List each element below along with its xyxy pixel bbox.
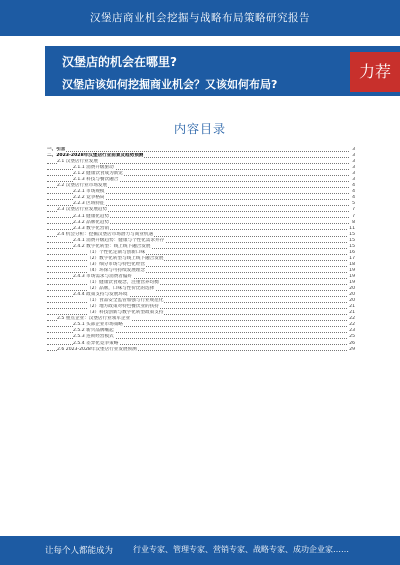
toc-leader-dots	[47, 151, 349, 152]
toc-entry-page: 4	[352, 195, 355, 201]
toc-entry-page: 18	[349, 261, 355, 267]
toc-entry-page: 11	[349, 225, 355, 231]
toc-entry-label: （3）科技创新与数字化转型政策支持	[87, 310, 164, 316]
recommend-badge: 力荐	[350, 52, 400, 92]
toc-entry-label: 2.1.1 消费升级驱动	[73, 165, 114, 171]
toc-entry-page: 21	[349, 310, 355, 316]
toc-entry-page: 21	[349, 304, 355, 310]
toc-entry-page: 7	[352, 207, 355, 213]
toc-entry-page: 5	[352, 201, 355, 207]
toc-entry-label: 2.5.3 连锁经营模式	[73, 334, 114, 340]
toc-entry-label: 2.4.1 消费升级趋势：健康与个性化需求并存	[73, 237, 165, 243]
toc-entry-page: 19	[349, 273, 355, 279]
toc-entry-page: 17	[349, 255, 355, 261]
toc-entry-label: 2.5.2 新兴品牌崛起	[73, 328, 114, 334]
toc-entry-label: 2.3.1 健康化趋势	[73, 213, 110, 219]
table-of-contents	[47, 147, 355, 353]
toc-entry-label: （2）品牌，口味与性价比的选择	[87, 286, 155, 292]
report-title: 汉堡店商业机会挖掘与战略布局策略研究报告	[90, 12, 310, 24]
toc-entry-label: 2.2.1 市场规模	[73, 189, 105, 195]
toc-entry-label: 2.3.2 品牌化趋势	[73, 219, 110, 225]
toc-entry-label: 2.4.4 政策支持与发展环境	[73, 292, 128, 298]
toc-entry-label: 2.1.2 健康饮食成为新宠	[73, 171, 123, 177]
toc-entry-label: 二、2023-2028年汉堡店行业前景及趋势预测	[47, 153, 144, 159]
toc-entry-label: （2）数字化转型与线上线下融合发展	[87, 255, 164, 261]
toc-entry-label: 2.3.3 数字化营销	[73, 225, 110, 231]
toc-entry-label: 2.5.4 差异化竞争策略	[73, 340, 119, 346]
toc-entry-page: 15	[349, 237, 355, 243]
toc-entry-label: 2.1 汉堡店行业发展	[57, 159, 98, 165]
footer-roles: 行业专家、管理专家、营销专家、战略专家、成功企业家……	[133, 545, 349, 554]
toc-heading: 内容目录	[173, 122, 226, 136]
toc-entry-page: 15	[349, 243, 355, 249]
top-banner	[0, 0, 400, 36]
toc-entry-label: （1）食品安全监管加强与行业规范化	[87, 298, 164, 304]
toc-entry-page: 23	[349, 328, 355, 334]
toc-entry-label: 2.1.3 科技与餐饮融合	[73, 177, 119, 183]
toc-entry-label: 2.3 汉堡店行业发展趋势	[57, 207, 108, 213]
toc-entry-page: 22	[349, 316, 355, 322]
toc-entry-page: 25	[349, 334, 355, 340]
hero-headline: 汉堡店的机会在哪里?	[62, 55, 177, 69]
toc-entry-label: 2.5.1 头部企业市场策略	[73, 322, 123, 328]
toc-entry[interactable]	[47, 347, 355, 353]
toc-entry-page: 3	[352, 147, 355, 152]
toc-entry-label: （2）地方政策对特色餐饮业的扶持	[87, 304, 159, 310]
toc-entry-label: 一、引言	[47, 147, 66, 152]
toc-entry-page: 3	[352, 153, 355, 159]
toc-entry-page: 3	[352, 165, 355, 171]
toc-entry-label: 2.6 2023-2028年汉堡店行业发展预测	[57, 346, 137, 352]
toc-entry-label: 2.4.2 数字化转型：线上线下融合发展	[73, 243, 151, 249]
toc-entry-page: 20	[349, 286, 355, 292]
toc-entry-label: （1）个性化定制与创新口味	[87, 249, 146, 255]
toc-entry-page: 8	[352, 219, 355, 225]
footer-slogan: 让每个人都能成为	[45, 546, 114, 556]
toc-entry-label: 2.2.3 区域特征	[73, 201, 105, 207]
toc-entry-label: （4）环保与可持续发展理念	[87, 267, 146, 273]
toc-entry-label: （1）健康饮食观念，注重营养均衡	[87, 280, 159, 286]
hero-subheadline: 汉堡店该如何挖掘商业机会？又该如何布局?	[62, 78, 278, 91]
toc-entry-label: 2.2 汉堡店行业市场发展	[57, 183, 108, 189]
toc-entry-page: 3	[352, 159, 355, 165]
toc-entry-label: （3）细分市场与特色化经营	[87, 261, 146, 267]
toc-entry-label: 2.4 机会分析：挖掘汉堡店市场潜力与商业机遇	[57, 231, 154, 237]
toc-entry-page: 3	[352, 177, 355, 183]
toc-entry-page: 26	[349, 340, 355, 346]
toc-entry-page: 16	[349, 249, 355, 255]
toc-entry-page: 20	[349, 292, 355, 298]
toc-entry-label: 2.5 重点企业：汉堡店行业领军企业	[57, 316, 131, 322]
toc-entry-page: 4	[352, 183, 355, 189]
toc-entry-page: 19	[349, 267, 355, 273]
toc-entry-page: 22	[349, 322, 355, 328]
toc-entry-page: 3	[352, 171, 355, 177]
toc-entry-page: 7	[352, 213, 355, 219]
toc-entry-page: 29	[349, 346, 355, 352]
toc-entry-page: 15	[349, 231, 355, 237]
toc-entry-label: 2.4.3 市场需求与消费者偏好	[73, 273, 133, 279]
toc-entry-page: 20	[349, 298, 355, 304]
toc-entry-page: 19	[349, 280, 355, 286]
toc-entry-page: 4	[352, 189, 355, 195]
toc-entry-label: 2.2.2 竞争格局	[73, 195, 105, 201]
